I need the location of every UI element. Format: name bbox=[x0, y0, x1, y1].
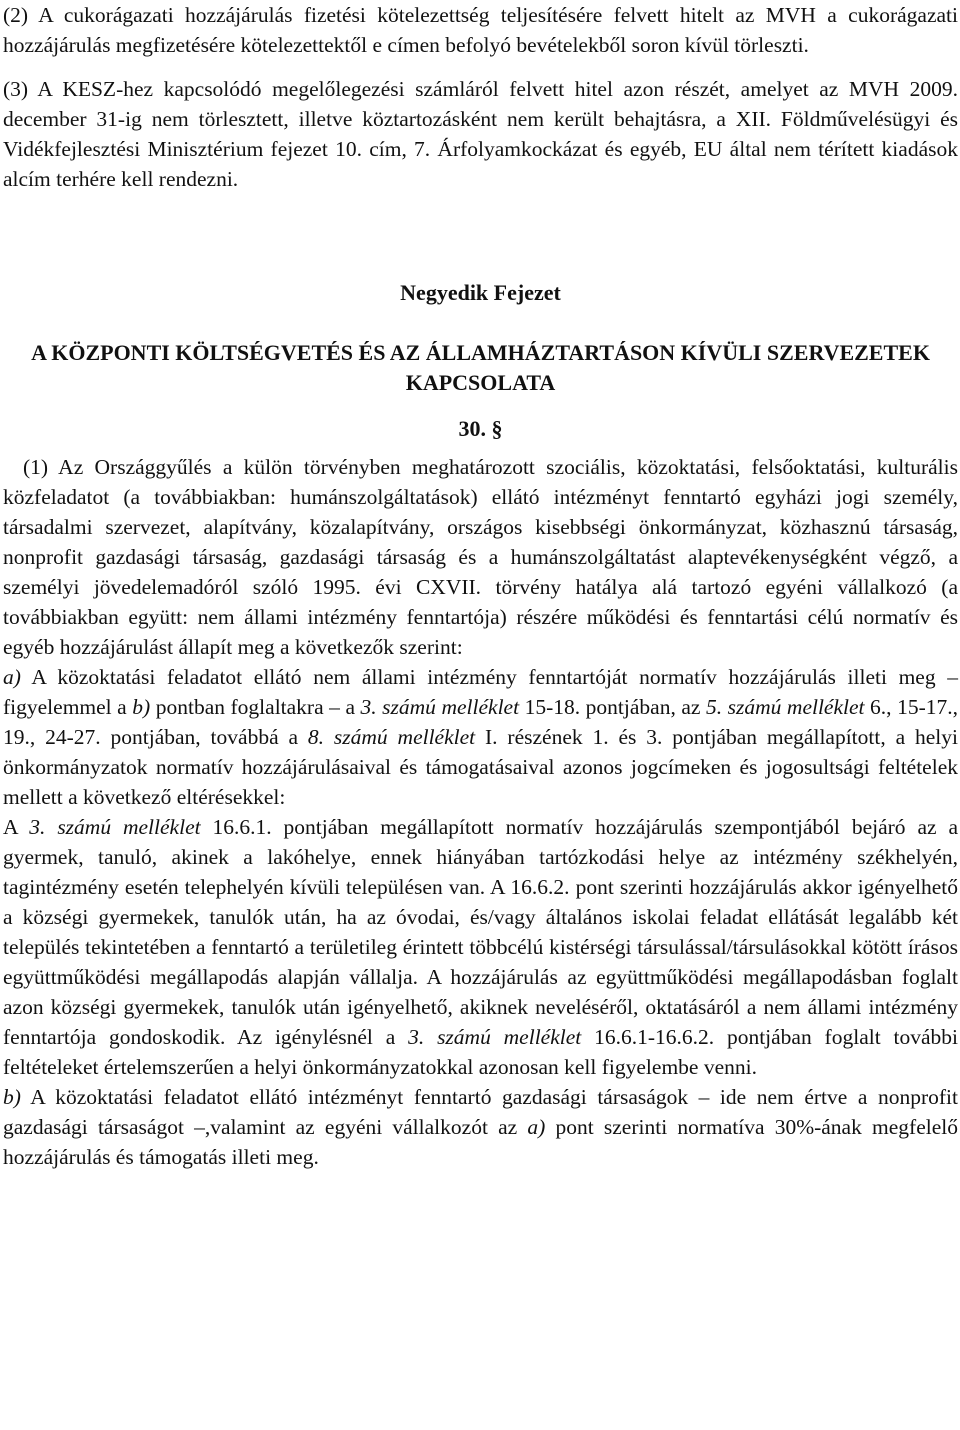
item-b-ref-a: a) bbox=[527, 1115, 546, 1139]
item-a-label: a) bbox=[3, 665, 21, 689]
item-a-text-2: pontban foglaltakra – a bbox=[150, 695, 361, 719]
item-a-text-4: 6., 15-17., 19., 24-27. pontjában, továbbá a bbox=[3, 695, 958, 749]
item-a bbox=[3, 662, 958, 812]
item-a-continuation bbox=[3, 812, 958, 1082]
item-b-text-2: pont szerinti normatíva 30%-ának megfelelő hozzájárulás és támogatás illeti meg. bbox=[3, 1115, 958, 1169]
item-a-annex8-label: számú melléklet bbox=[333, 725, 476, 749]
paragraph-2: (2) A cukorágazati hozzájárulás fizetési kötelezettség teljesítésére felvett hitelt az MVH a cukorágazati hozzájárulás megfizetésére kötelezettektől e címen befolyó bevételekből soron kívül törleszti. bbox=[3, 3, 958, 57]
item-a-cont-text-1: A bbox=[3, 815, 30, 839]
item-a-annex5-num: 5. bbox=[705, 695, 723, 719]
item-a-text-5: I. részének 1. és 3. pontjában megállapított, a helyi önkormányzatok normatív hozzájárulásaival és támogatásaival azonos jogcímeken és jogosultsági feltételek mellett a következő eltérésekkel: bbox=[3, 725, 959, 809]
item-a-cont-text-2: 16.6.1. pontjában megállapított normatív hozzájárulás szempontjából bejáró az a gyermek, tanuló, akinek a lakóhelye, ennek hiányában tartózkodási helye az intézmény székhelyén, tagintézmény esetén telephelyén kívüli településen van. A 16.6.2. pont szerinti hozzájárulás akkor igényelhető a községi gyermekek, tanulók után, ha az óvodai, és/vagy általános iskolai feladat ellátását legalább két település tekintetében a fenntartó a területileg érintett többcélú kistérségi társulással/társulásokkal kötött írásos együttműködési megállapodás alapján vállalja. A hozzájárulás az együttműködési megállapodásban foglalt azon községi gyermekek, tanulók után igényelhető, akiknek neveléséről, oktatásáról a nem állami intézmény fenntartója gondoskodik. Az igénylésnél a bbox=[3, 815, 958, 1049]
item-a-cont-annex3-num: 3. bbox=[29, 815, 46, 839]
item-a-cont-text-3: 16.6.1-16.6.2. pontjában foglalt további feltételeket értelemszerűen a helyi önkormányzatokkal azonosan kell figyelembe venni. bbox=[3, 1025, 959, 1079]
item-a-annex3-label: számú melléklet bbox=[382, 695, 520, 719]
paragraph-3: (3) A KESZ-hez kapcsolódó megelőlegezési számláról felvett hitel azon részét, amelyet az MVH 2009. december 31-ig nem törlesztett, illetve köztartozásként nem került behajtásra, a XII. Földművelésügyi és Vidékfejlesztési Minisztérium fejezet 10. cím, 7. Árfolyamkockázat és egyéb, EU által nem térített kiadások alcím terhére kell rendezni. bbox=[3, 77, 958, 191]
chapter-number: Negyedik Fejezet bbox=[400, 280, 561, 305]
item-a-ref-b: b) bbox=[132, 695, 151, 719]
chapter-title: A KÖZPONTI KÖLTSÉGVETÉS ÉS AZ ÁLLAMHÁZTARTÁSON KÍVÜLI SZERVEZETEK KAPCSOLATA bbox=[31, 340, 930, 395]
item-a-cont-annex3-label: számú melléklet bbox=[57, 815, 201, 839]
item-a-text-1: A közoktatási feladatot ellátó nem állami intézmény fenntartóját normatív hozzájárulás illeti meg – figyelemmel a bbox=[3, 665, 958, 719]
item-a-cont-annex3b-label: számú melléklet bbox=[437, 1025, 582, 1049]
item-a-cont-annex3b-num: 3. bbox=[408, 1025, 425, 1049]
item-b-label: b) bbox=[3, 1085, 21, 1109]
item-a-annex3-num: 3. bbox=[360, 695, 377, 719]
item-b bbox=[3, 1082, 958, 1172]
section-number: 30. § bbox=[458, 416, 503, 441]
item-a-text-3: 15-18. pontjában, az bbox=[519, 695, 706, 719]
item-a-annex8-num: 8. bbox=[307, 725, 325, 749]
section-30-paragraph-1: (1) Az Országgyűlés a külön törvényben meghatározott szociális, közoktatási, felsőoktatási, kulturális közfeladatot (a továbbiakban: humánszolgáltatások) ellátó intézményt fenntartó egyházi jogi személy, társadalmi szervezet, alapítvány, közalapítvány, országos kisebbségi önkormányzat, közhasznú társaság, nonprofit gazdasági társaság, gazdasági társaság és a humánszolgáltatást alaptevékenységként végző, a személyi jövedelemadóról szóló 1995. évi CXVII. törvény hatálya alá tartozó egyéni vállalkozó (a továbbiakban együtt: nem állami intézmény fenntartója) részére működési és fenntartási célú normatív és egyéb hozzájárulást állapít meg a következők szerint: bbox=[3, 455, 958, 659]
item-b-text-1: A közoktatási feladatot ellátó intézményt fenntartó gazdasági társaságok – ide nem értve a nonprofit gazdasági társaságot –,valamint az egyéni vállalkozót az bbox=[3, 1085, 958, 1139]
item-a-annex5-label: számú melléklet bbox=[727, 695, 865, 719]
